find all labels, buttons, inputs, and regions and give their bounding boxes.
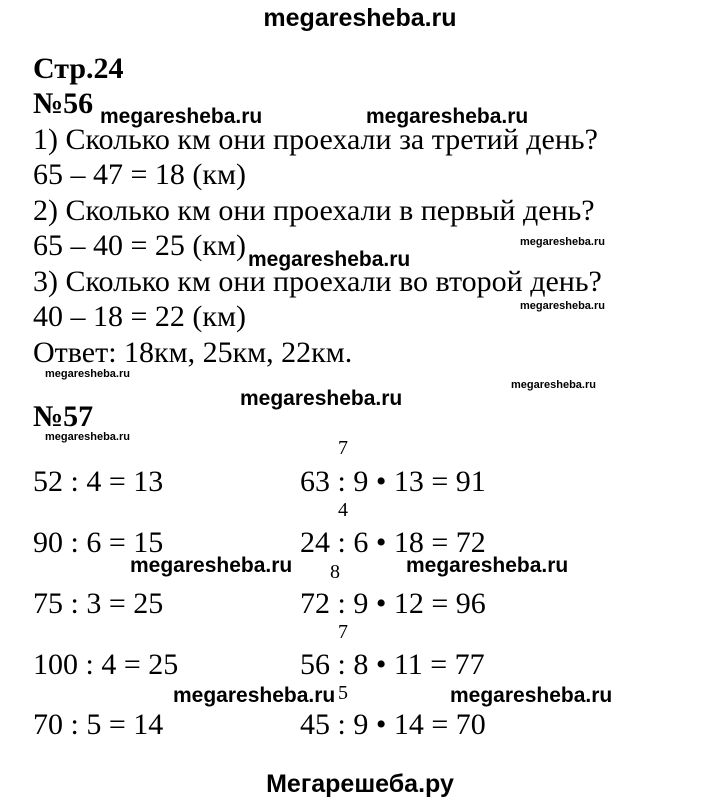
task-57-left-expression: 90 : 6 = 15 [33, 526, 164, 559]
watermark: megaresheba.ru [406, 554, 569, 577]
task-57-right-expression: 24 : 6 • 18 = 72 [300, 526, 486, 559]
task-56-line: 2) Сколько км они проехали в первый день? [33, 194, 595, 227]
task-56-line: 65 – 40 = 25 (км) [33, 229, 246, 262]
task-57-superscript: 8 [330, 561, 340, 583]
task-57-number: №57 [33, 400, 94, 433]
task-57-superscript: 7 [338, 437, 348, 459]
task-56-line: 3) Сколько км они проехали во второй день? [33, 265, 602, 298]
task-57-right-expression: 72 : 9 • 12 = 96 [300, 587, 486, 620]
footer-watermark: Мегарешеба.ру [266, 770, 454, 798]
watermark-small: megaresheba.ru [45, 431, 130, 443]
watermark: megaresheba.ru [366, 105, 529, 128]
task-56-line: 65 – 47 = 18 (км) [33, 158, 246, 191]
task-56-answer: Ответ: 18км, 25км, 22км. [33, 336, 353, 369]
page-label: Стр.24 [33, 52, 124, 85]
task-57-left-expression: 70 : 5 = 14 [33, 708, 164, 741]
task-57-right-expression: 56 : 8 • 11 = 77 [300, 648, 485, 681]
header-watermark: megaresheba.ru [263, 4, 457, 32]
task-56-number: №56 [33, 87, 94, 120]
watermark: megaresheba.ru [248, 248, 411, 271]
task-57-right-expression: 45 : 9 • 14 = 70 [300, 708, 486, 741]
task-57-left-expression: 52 : 4 = 13 [33, 465, 164, 498]
task-57-superscript: 4 [338, 499, 348, 521]
watermark-small: megaresheba.ru [511, 379, 596, 391]
task-57-left-expression: 100 : 4 = 25 [33, 648, 179, 681]
task-57-right-expression: 63 : 9 • 13 = 91 [300, 465, 486, 498]
watermark: megaresheba.ru [100, 105, 263, 128]
task-57-superscript: 7 [338, 621, 348, 643]
task-56-line: 1) Сколько км они проехали за третий день? [33, 123, 598, 156]
task-57-left-expression: 75 : 3 = 25 [33, 587, 164, 620]
watermark: megaresheba.ru [130, 554, 293, 577]
watermark: megaresheba.ru [450, 684, 613, 707]
task-57-superscript: 5 [338, 682, 348, 704]
watermark-small: megaresheba.ru [520, 236, 605, 248]
watermark-small: megaresheba.ru [45, 368, 130, 380]
watermark-small: megaresheba.ru [520, 300, 605, 312]
watermark: megaresheba.ru [240, 387, 403, 410]
task-56-line: 40 – 18 = 22 (км) [33, 300, 246, 333]
watermark: megaresheba.ru [173, 684, 336, 707]
